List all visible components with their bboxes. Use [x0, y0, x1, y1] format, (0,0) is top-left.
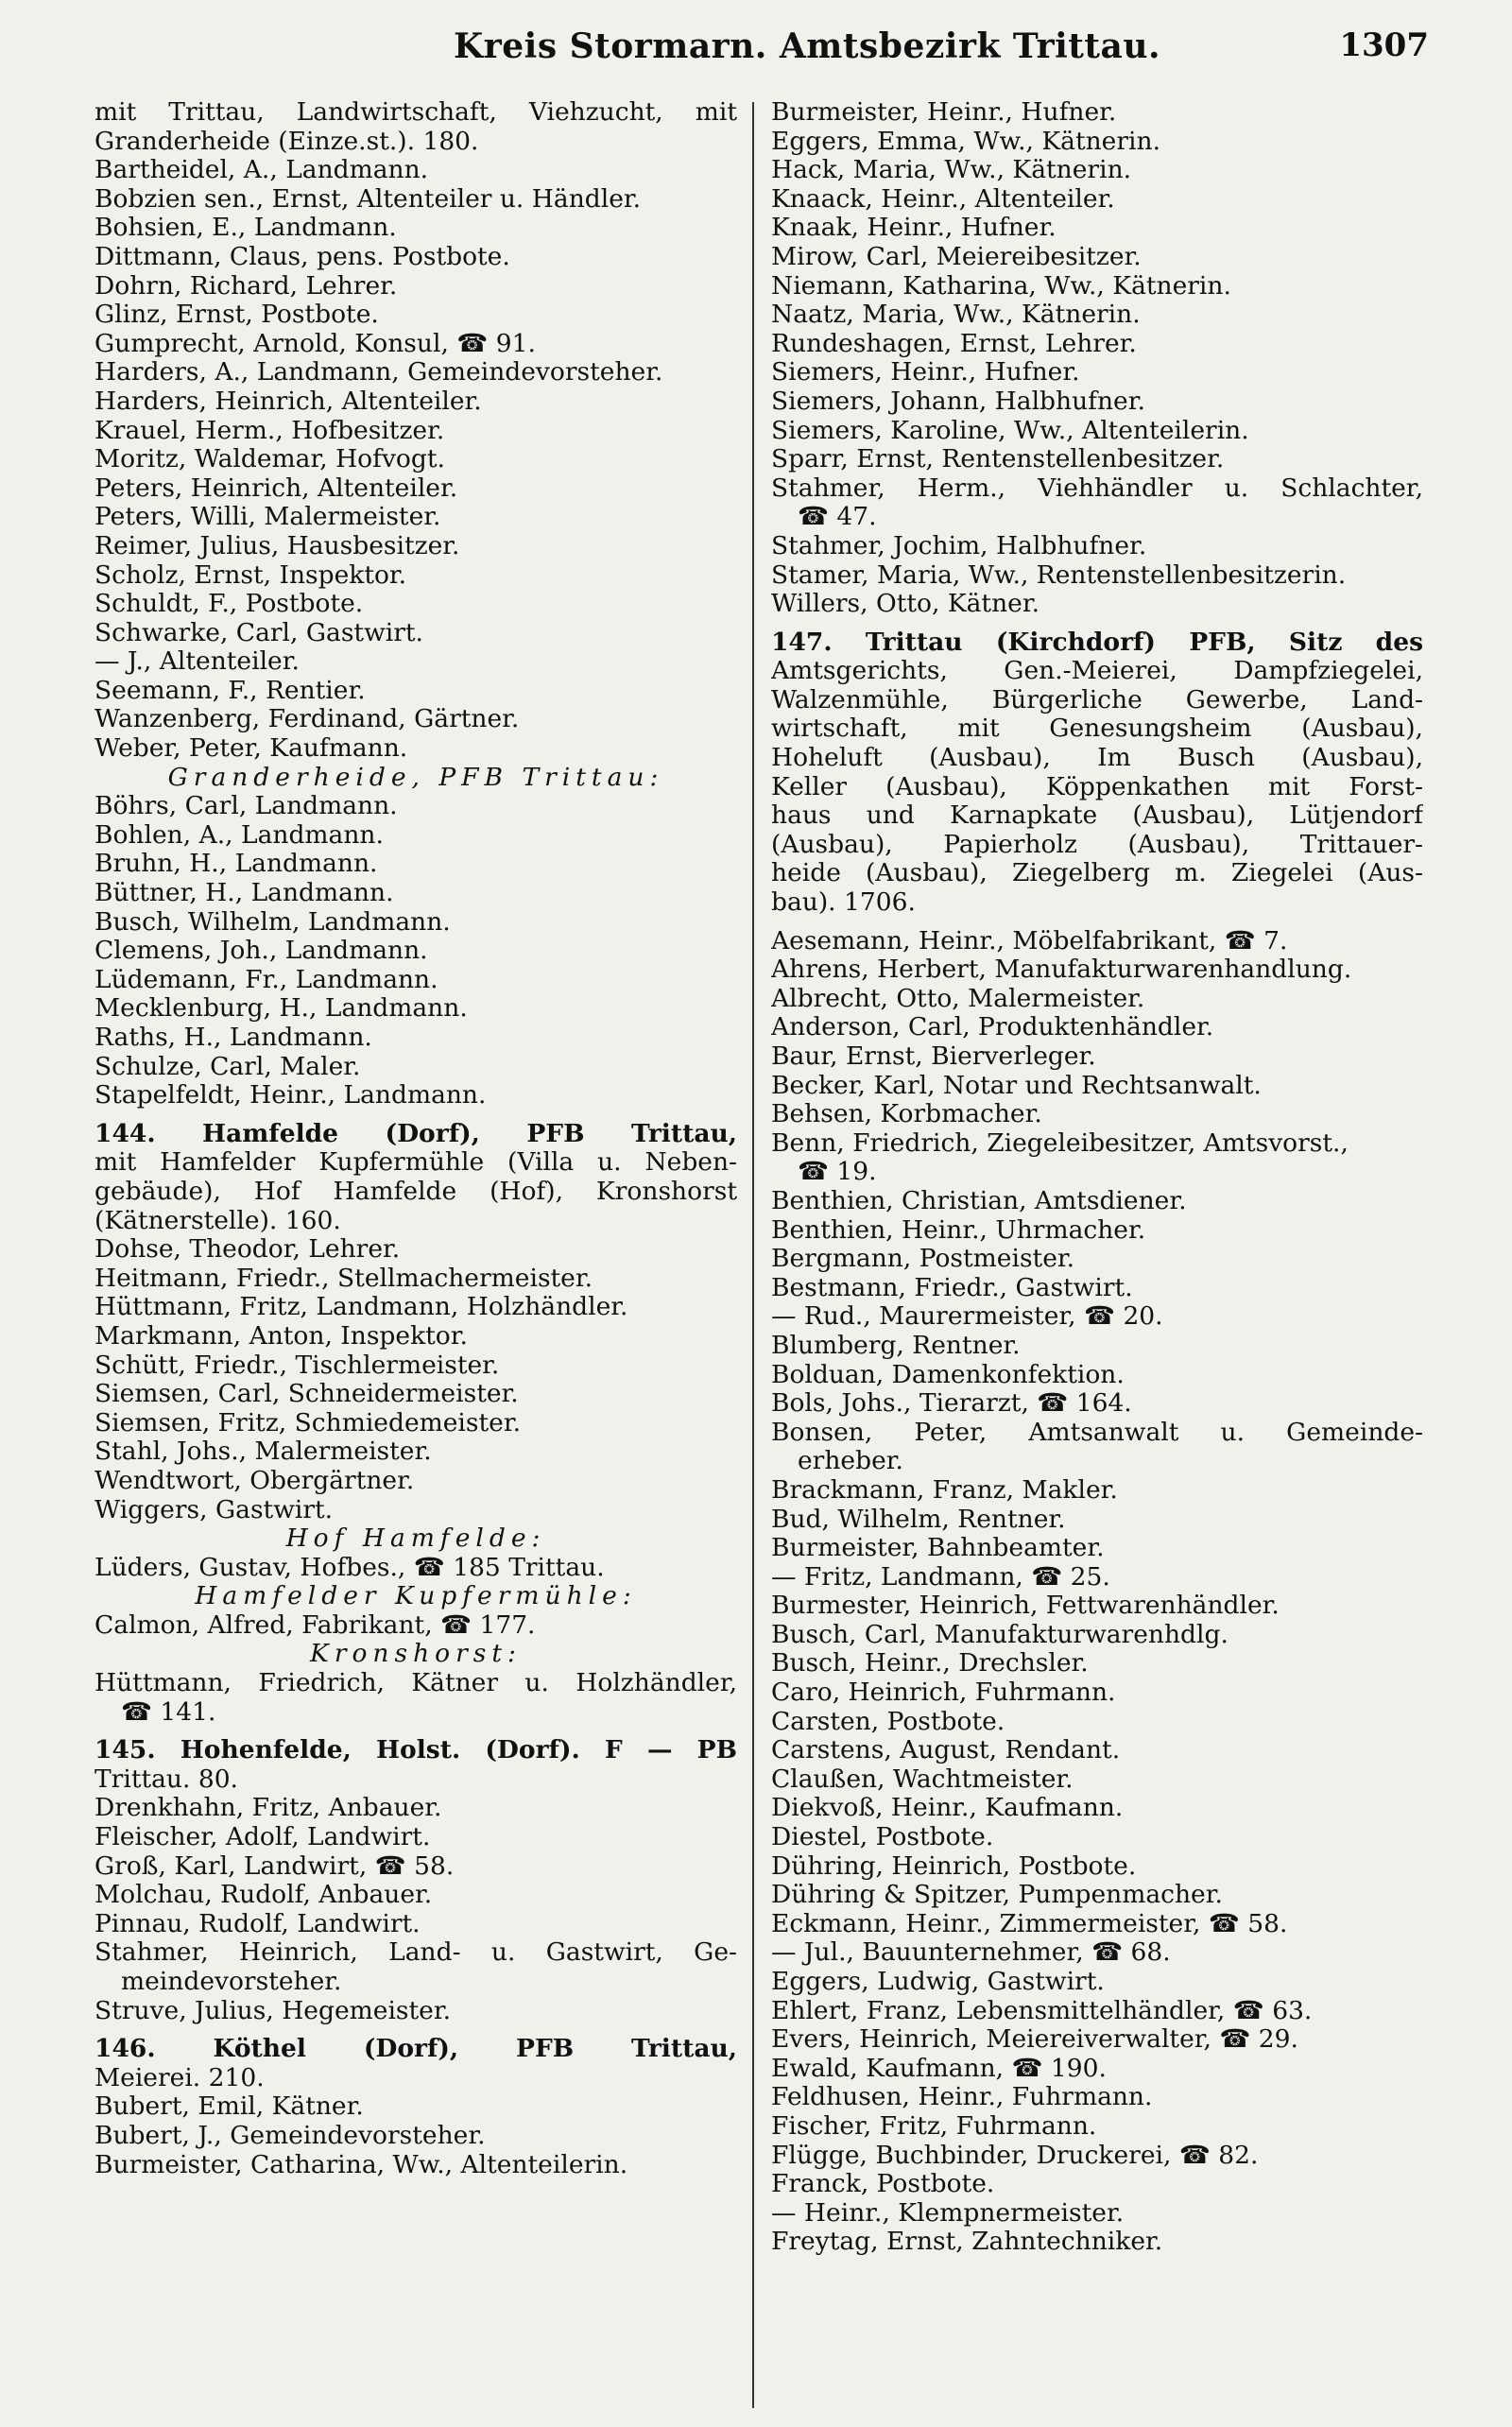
page-header: [0, 26, 1512, 83]
directory-entry-line: Behsen, Korbmacher.: [771, 1100, 1042, 1129]
directory-entry-line: Feldhusen, Heinr., Fuhrmann.: [771, 2083, 1153, 2112]
directory-entry-line: Ahrens, Herbert, Manufakturwarenhandlung.: [771, 955, 1352, 985]
directory-entry-line: Bubert, Emil, Kätner.: [94, 2092, 364, 2122]
directory-entry-line: — J., Altenteiler.: [94, 647, 300, 677]
directory-entry-line: Bohsien, E., Landmann.: [94, 214, 397, 243]
directory-entry-line: Harders, Heinrich, Altenteiler.: [94, 387, 482, 416]
directory-entry-line: Clemens, Joh., Landmann.: [94, 937, 428, 966]
directory-entry-line: Eggers, Emma, Ww., Kätnerin.: [771, 127, 1160, 156]
directory-entry-line: haus und Karnapkate (Ausbau), Lütjendorf: [771, 801, 1423, 831]
directory-entry-line: Keller (Ausbau), Köppenkathen mit Forst-: [771, 772, 1423, 801]
directory-entry-line: Gumprecht, Arnold, Konsul, ☎ 91.: [94, 329, 536, 358]
directory-entry-line: — Fritz, Landmann, ☎ 25.: [771, 1562, 1110, 1592]
directory-entry-line: Raths, H., Landmann.: [94, 1024, 372, 1052]
directory-entry-line: Busch, Wilhelm, Landmann.: [94, 907, 451, 937]
directory-entry-line: Diekvoß, Heinr., Kaufmann.: [771, 1794, 1124, 1823]
directory-entry-line: Bohlen, A., Landmann.: [94, 820, 384, 850]
directory-entry-line: Stahmer, Heinrich, Land- u. Gastwirt, Ge-: [94, 1938, 737, 1968]
directory-entry-line: (Ausbau), Papierholz (Ausbau), Trittauer-: [771, 830, 1423, 859]
directory-entry-line: Stahmer, Jochim, Halbhufner.: [771, 531, 1147, 560]
directory-entry-line: Glinz, Ernst, Postbote.: [94, 301, 379, 330]
directory-entry-line: Harders, A., Landmann, Gemeindevorsteher.: [94, 358, 663, 387]
directory-entry-line: Weber, Peter, Kaufmann.: [94, 734, 408, 764]
directory-entry-line: Claußen, Wachtmeister.: [771, 1764, 1074, 1794]
directory-entry-line: Hüttmann, Fritz, Landmann, Holzhändler.: [94, 1293, 628, 1322]
directory-entry-line: wirtschaft, mit Genesungsheim (Ausbau),: [771, 714, 1423, 744]
directory-entry-line: Krauel, Herm., Hofbesitzer.: [94, 416, 445, 445]
directory-entry-line: Granderheide (Einze.st.). 180.: [94, 127, 479, 156]
directory-entry-line: Bruhn, H., Landmann.: [94, 850, 378, 879]
directory-entry-line: Franck, Postbote.: [771, 2170, 995, 2199]
directory-entry-line: Molchau, Rudolf, Anbauer.: [94, 1881, 433, 1910]
left-column: [94, 98, 737, 2179]
directory-entry-line: Böhrs, Carl, Landmann.: [94, 792, 398, 821]
directory-entry-line: Carstens, August, Rendant.: [771, 1736, 1121, 1765]
directory-entry-line: Hoheluft (Ausbau), Im Busch (Ausbau),: [771, 744, 1423, 773]
directory-entry-line: Siemers, Karoline, Ww., Altenteilerin.: [771, 416, 1249, 445]
directory-entry-line: Becker, Karl, Notar und Rechtsanwalt.: [771, 1071, 1262, 1100]
directory-entry-line: Niemann, Katharina, Ww., Kätnerin.: [771, 271, 1231, 301]
directory-entry-line: Burmeister, Catharina, Ww., Altenteilerin.: [94, 2150, 628, 2179]
directory-entry-line: Siemsen, Fritz, Schmiedemeister.: [94, 1408, 522, 1437]
directory-entry-line: ☎ 19.: [798, 1158, 877, 1187]
directory-entry-line: Dohrn, Richard, Lehrer.: [94, 271, 398, 301]
directory-entry-line: Benn, Friedrich, Ziegeleibesitzer, Amtsvorst.,: [771, 1128, 1349, 1158]
directory-entry-line: Burmester, Heinrich, Fettwarenhändler.: [771, 1592, 1280, 1621]
directory-entry-line: Knaack, Heinr., Altenteiler.: [771, 184, 1115, 214]
directory-entry-line: Schütt, Friedr., Tischlermeister.: [94, 1351, 500, 1380]
directory-entry-line: ☎ 47.: [798, 503, 877, 532]
directory-entry-line: Sparr, Ernst, Rentenstellenbesitzer.: [771, 445, 1225, 474]
directory-entry-line: Flügge, Buchbinder, Druckerei, ☎ 82.: [771, 2141, 1259, 2170]
directory-entry-line: — Heinr., Klempnermeister.: [771, 2198, 1125, 2228]
directory-entry-line: Bud, Wilhelm, Rentner.: [771, 1505, 1066, 1534]
directory-entry-line: — Jul., Bauunternehmer, ☎ 68.: [771, 1938, 1171, 1968]
directory-entry-line: Struve, Julius, Hegemeister.: [94, 1996, 452, 2025]
directory-entry-line: Bartheidel, A., Landmann.: [94, 156, 429, 185]
directory-entry-line: Baur, Ernst, Bierverleger.: [771, 1042, 1096, 1071]
directory-entry-line: Caro, Heinrich, Fuhrmann.: [771, 1678, 1116, 1708]
directory-entry-line: Wiggers, Gastwirt.: [94, 1495, 334, 1524]
directory-entry-line: mit Trittau, Landwirtschaft, Viehzucht, mit: [94, 98, 737, 127]
directory-entry-line: Peters, Willi, Malermeister.: [94, 503, 441, 532]
directory-entry-line: Naatz, Maria, Ww., Kätnerin.: [771, 301, 1141, 330]
column-divider: [752, 102, 754, 2408]
directory-entry-line: Meierei. 210.: [94, 2063, 265, 2092]
directory-entry-line: Walzenmühle, Bürgerliche Gewerbe, Land-: [771, 685, 1423, 714]
directory-entry-line: Bestmann, Friedr., Gastwirt.: [771, 1273, 1133, 1302]
directory-entry-line: Stamer, Maria, Ww., Rentenstellenbesitzerin.: [771, 560, 1347, 590]
section-heading: Hamfelder Kupfermühle:: [195, 1582, 637, 1611]
directory-entry-line: Pinnau, Rudolf, Landwirt.: [94, 1909, 421, 1938]
directory-entry-line: Peters, Heinrich, Altenteiler.: [94, 473, 458, 503]
directory-entry-line: Scholz, Ernst, Inspektor.: [94, 560, 407, 590]
directory-entry-line: Mirow, Carl, Meiereibesitzer.: [771, 242, 1142, 271]
directory-entry-line: Burmeister, Bahnbeamter.: [771, 1534, 1105, 1563]
directory-entry-line: Bolduan, Damenkonfektion.: [771, 1360, 1125, 1389]
directory-entry-line: Blumberg, Rentner.: [771, 1331, 1021, 1360]
directory-entry-line: Dühring & Spitzer, Pumpenmacher.: [771, 1881, 1223, 1910]
directory-entry-line: Busch, Carl, Manufakturwarenhdlg.: [771, 1620, 1228, 1649]
directory-entry-line: Ewald, Kaufmann, ☎ 190.: [771, 2054, 1107, 2083]
directory-entry-line: Eckmann, Heinr., Zimmermeister, ☎ 58.: [771, 1909, 1288, 1938]
directory-entry-line: Reimer, Julius, Hausbesitzer.: [94, 531, 460, 560]
directory-entry-line: ☎ 141.: [121, 1697, 216, 1727]
right-column: [771, 98, 1423, 2257]
directory-entry-line: Schulze, Carl, Maler.: [94, 1052, 361, 1081]
directory-entry-line: Amtsgerichts, Gen.-Meierei, Dampfziegelei,: [771, 657, 1423, 686]
directory-entry-line: Lüdemann, Fr., Landmann.: [94, 965, 438, 994]
directory-entry-line: gebäude), Hof Hamfelde (Hof), Kronshorst: [94, 1177, 737, 1206]
directory-entry-line: heide (Ausbau), Ziegelberg m. Ziegelei (Aus-: [771, 859, 1423, 888]
directory-entry-line: Rundeshagen, Ernst, Lehrer.: [771, 329, 1137, 358]
directory-entry-line: Trittau. 80.: [94, 1764, 238, 1794]
directory-entry-line: Benthien, Christian, Amtsdiener.: [771, 1186, 1187, 1215]
directory-entry-line: Lüders, Gustav, Hofbes., ☎ 185 Trittau.: [94, 1553, 605, 1582]
directory-entry-line: Stahl, Johs., Malermeister.: [94, 1437, 432, 1467]
directory-entry-line: Siemers, Heinr., Hufner.: [771, 358, 1080, 387]
directory-entry-line: Anderson, Carl, Produktenhändler.: [771, 1013, 1214, 1042]
directory-entry-line: Fleischer, Adolf, Landwirt.: [94, 1823, 431, 1852]
directory-entry-line: Brackmann, Franz, Makler.: [771, 1475, 1118, 1505]
locality-entry-heading: 146. Köthel (Dorf), PFB Trittau,: [94, 2035, 737, 2064]
directory-entry-line: Busch, Heinr., Drechsler.: [771, 1649, 1089, 1678]
directory-entry-line: Dühring, Heinrich, Postbote.: [771, 1851, 1137, 1881]
directory-entry-line: Calmon, Alfred, Fabrikant, ☎ 177.: [94, 1610, 536, 1640]
directory-entry-line: (Kätnerstelle). 160.: [94, 1206, 341, 1235]
directory-entry-line: Burmeister, Heinr., Hufner.: [771, 98, 1117, 127]
directory-entry-line: Carsten, Postbote.: [771, 1707, 1005, 1736]
section-heading: Hof Hamfelde:: [285, 1524, 546, 1554]
directory-entry-line: Ehlert, Franz, Lebensmittelhändler, ☎ 63.: [771, 1996, 1313, 2025]
directory-entry-line: Aesemann, Heinr., Möbelfabrikant, ☎ 7.: [771, 926, 1288, 955]
directory-entry-line: Siemsen, Carl, Schneidermeister.: [94, 1380, 519, 1409]
directory-entry-line: Wanzenberg, Ferdinand, Gärtner.: [94, 705, 520, 734]
directory-entry-line: bau). 1706.: [771, 888, 916, 918]
locality-entry-heading: 144. Hamfelde (Dorf), PFB Trittau,: [94, 1119, 737, 1148]
directory-entry-line: Eggers, Ludwig, Gastwirt.: [771, 1968, 1105, 1996]
directory-entry-line: Stapelfeldt, Heinr., Landmann.: [94, 1081, 487, 1110]
locality-entry-heading: 145. Hohenfelde, Holst. (Dorf). F — PB: [94, 1736, 737, 1765]
page-number: 1307: [1339, 26, 1429, 64]
directory-entry-line: Willers, Otto, Kätner.: [771, 590, 1040, 619]
directory-entry-line: Schwarke, Carl, Gastwirt.: [94, 618, 423, 647]
directory-entry-line: Bobzien sen., Ernst, Altenteiler u. Händler.: [94, 184, 642, 214]
directory-entry-line: Evers, Heinrich, Meiereiverwalter, ☎ 29.: [771, 2025, 1298, 2055]
directory-entry-line: Seemann, F., Rentier.: [94, 676, 366, 705]
section-heading: Kronshorst:: [310, 1640, 522, 1669]
directory-entry-line: Markmann, Anton, Inspektor.: [94, 1321, 468, 1351]
directory-entry-line: Dohse, Theodor, Lehrer.: [94, 1235, 401, 1265]
directory-entry-line: Groß, Karl, Landwirt, ☎ 58.: [94, 1851, 455, 1881]
directory-entry-line: — Rud., Maurermeister, ☎ 20.: [771, 1302, 1163, 1332]
directory-entry-line: Stahmer, Herm., Viehhändler u. Schlachter,: [771, 473, 1423, 503]
directory-entry-line: Benthien, Heinr., Uhrmacher.: [771, 1215, 1146, 1245]
directory-entry-line: Dittmann, Claus, pens. Postbote.: [94, 242, 510, 271]
directory-entry-line: Büttner, H., Landmann.: [94, 879, 394, 908]
directory-entry-line: Freytag, Ernst, Zahntechniker.: [771, 2228, 1163, 2257]
directory-entry-line: erheber.: [798, 1447, 903, 1476]
directory-entry-line: Bubert, J., Gemeindevorsteher.: [94, 2121, 486, 2150]
directory-entry-line: Hüttmann, Friedrich, Kätner u. Holzhändler,: [94, 1669, 737, 1698]
directory-entry-line: Albrecht, Otto, Malermeister.: [771, 984, 1145, 1013]
directory-entry-line: mit Hamfelder Kupfermühle (Villa u. Neben-: [94, 1148, 737, 1178]
directory-entry-line: Siemers, Johann, Halbhufner.: [771, 387, 1145, 416]
directory-entry-line: Schuldt, F., Postbote.: [94, 590, 364, 619]
directory-entry-line: Heitmann, Friedr., Stellmachermeister.: [94, 1264, 593, 1293]
directory-entry-line: meindevorsteher.: [121, 1968, 342, 1996]
directory-entry-line: Wendtwort, Obergärtner.: [94, 1466, 415, 1495]
directory-entry-line: Mecklenburg, H., Landmann.: [94, 994, 468, 1024]
directory-entry-line: Knaak, Heinr., Hufner.: [771, 214, 1057, 243]
directory-entry-line: Hack, Maria, Ww., Kätnerin.: [771, 156, 1132, 185]
directory-entry-line: Bols, Johs., Tierarzt, ☎ 164.: [771, 1389, 1132, 1419]
directory-entry-line: Diestel, Postbote.: [771, 1823, 994, 1852]
directory-entry-line: Drenkhahn, Fritz, Anbauer.: [94, 1794, 442, 1823]
directory-entry-line: Bergmann, Postmeister.: [771, 1245, 1075, 1274]
locality-entry-heading: 147. Trittau (Kirchdorf) PFB, Sitz des: [771, 628, 1423, 657]
page-title: Kreis Stormarn. Amtsbezirk Trittau.: [454, 26, 1161, 66]
section-heading: Granderheide, PFB Trittau:: [167, 763, 664, 792]
directory-entry-line: Fischer, Fritz, Fuhrmann.: [771, 2111, 1097, 2141]
directory-entry-line: Bonsen, Peter, Amtsanwalt u. Gemeinde-: [771, 1418, 1423, 1447]
directory-entry-line: Moritz, Waldemar, Hofvogt.: [94, 445, 445, 474]
